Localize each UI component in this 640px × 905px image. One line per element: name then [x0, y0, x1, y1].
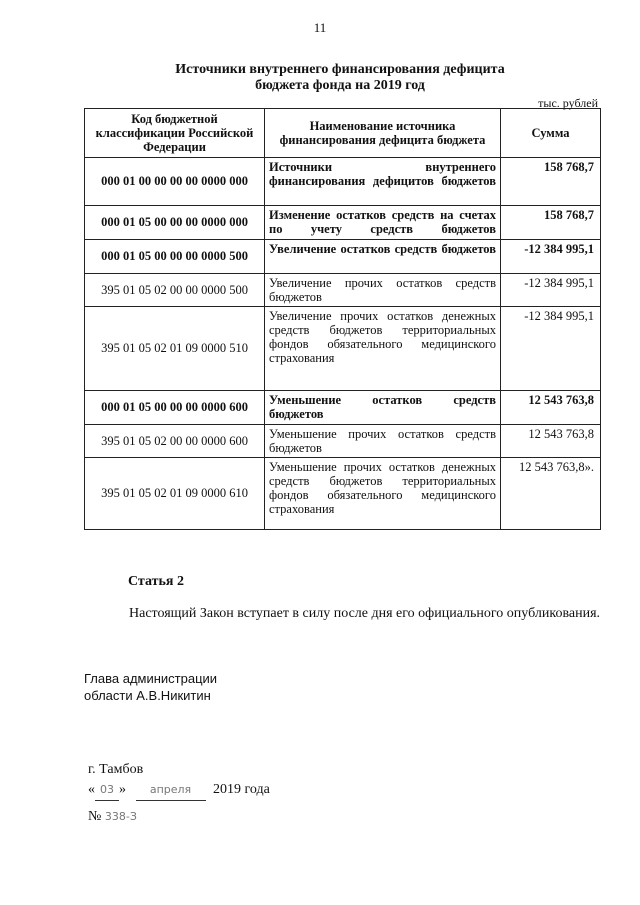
- table-row: [85, 240, 601, 274]
- table-row: [85, 274, 601, 307]
- row-sum: 12 543 763,8: [501, 391, 601, 425]
- row-sum: 158 768,7: [501, 158, 601, 206]
- row-name: Изменение остатков средств на счетах по учету средств бюджетов: [265, 206, 501, 240]
- row-name: Увеличение прочих остатков денежных средств бюджетов территориальных фондов обязательного медицинского страхования: [265, 307, 501, 391]
- number-label: №: [88, 809, 102, 824]
- row-code: 000 01 05 00 00 00 0000 000: [85, 206, 265, 240]
- row-name: Уменьшение прочих остатков денежных средств бюджетов территориальных фондов обязательного медицинского страхования: [265, 458, 501, 530]
- table-row: [85, 391, 601, 425]
- table-row: [85, 425, 601, 458]
- law-text: Настоящий Закон вступает в силу после дня его официального опубликования.: [129, 606, 601, 621]
- city: г. Тамбов: [88, 762, 144, 777]
- row-sum: -12 384 995,1: [501, 240, 601, 274]
- header-sum: Сумма: [501, 109, 601, 158]
- row-sum: 12 543 763,8».: [501, 458, 601, 530]
- header-name: Наименование источника финансирования дефицита бюджета: [265, 109, 501, 158]
- row-name: Уменьшение остатков средств бюджетов: [265, 391, 501, 425]
- signer-block: [84, 670, 217, 704]
- units-label: тыс. рублей: [538, 96, 598, 110]
- row-name: Источники внутреннего финансирования дефицитов бюджетов: [265, 158, 501, 206]
- row-code: 395 01 05 02 01 09 0000 610: [85, 458, 265, 530]
- title-line-1: Источники внутреннего финансирования дефицита: [175, 62, 505, 77]
- table-row: [85, 458, 601, 530]
- row-sum: -12 384 995,1: [501, 307, 601, 391]
- table-row: [85, 307, 601, 391]
- date-close-quote: »: [119, 782, 126, 797]
- header-code: Код бюджетной классификации Российской Федерации: [85, 109, 265, 158]
- table-title: [130, 62, 550, 94]
- row-code: 000 01 05 00 00 00 0000 500: [85, 240, 265, 274]
- table-header-row: [85, 109, 601, 158]
- table-row: [85, 206, 601, 240]
- signer-position: Глава администрации: [84, 671, 218, 686]
- date-month: апреля: [136, 780, 206, 801]
- row-sum: 12 543 763,8: [501, 425, 601, 458]
- row-sum: -12 384 995,1: [501, 274, 601, 307]
- row-sum: 158 768,7: [501, 206, 601, 240]
- row-name: Увеличение прочих остатков средств бюджетов: [265, 274, 501, 307]
- number-value: 338-З: [104, 810, 137, 823]
- date-line: [88, 780, 270, 801]
- row-code: 000 01 05 00 00 00 0000 600: [85, 391, 265, 425]
- table-row: [85, 158, 601, 206]
- row-code: 395 01 05 02 00 00 0000 500: [85, 274, 265, 307]
- page-number: 11: [313, 20, 327, 35]
- date-year: 2019 года: [213, 782, 270, 797]
- article-heading: Статья 2: [128, 574, 184, 589]
- row-code: 000 01 00 00 00 00 0000 000: [85, 158, 265, 206]
- law-number-line: [88, 807, 270, 827]
- row-code: 395 01 05 02 00 00 0000 600: [85, 425, 265, 458]
- signer-name: области А.В.Никитин: [84, 688, 211, 703]
- financing-sources-table: [84, 108, 601, 530]
- place-date-block: [88, 760, 270, 827]
- row-code: 395 01 05 02 01 09 0000 510: [85, 307, 265, 391]
- row-name: Увеличение остатков средств бюджетов: [265, 240, 501, 274]
- date-day: 03: [95, 780, 119, 801]
- date-open-quote: «: [88, 782, 95, 797]
- title-line-2: бюджета фонда на 2019 год: [255, 78, 425, 93]
- row-name: Уменьшение прочих остатков средств бюджетов: [265, 425, 501, 458]
